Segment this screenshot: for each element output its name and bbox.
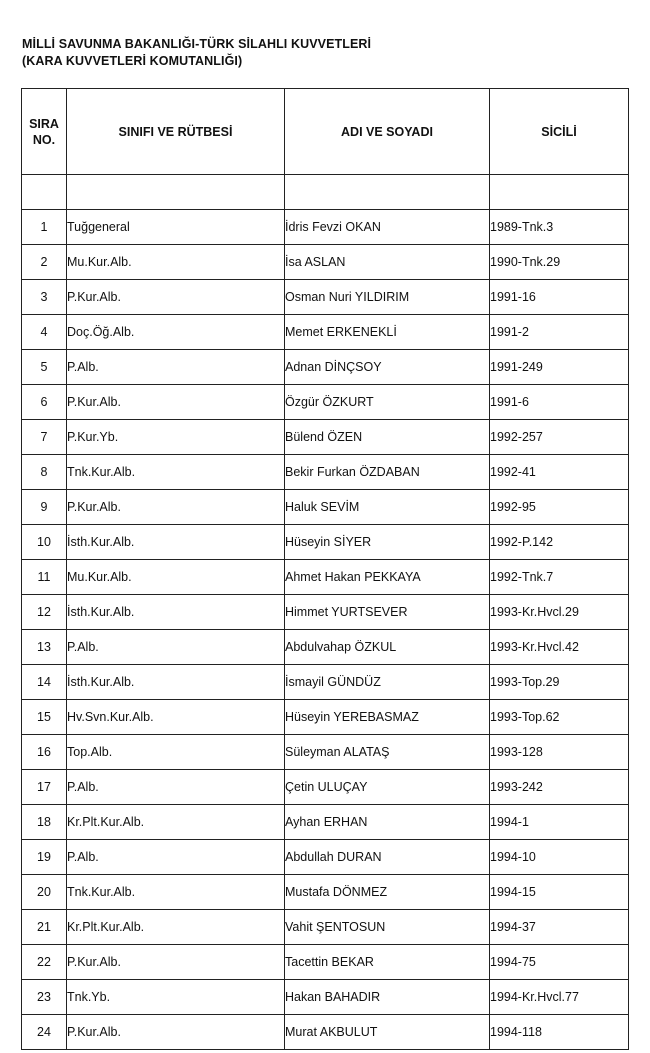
table-row (22, 735, 629, 770)
table-row (22, 980, 629, 1015)
cell-name: Hakan BAHADIR (285, 980, 490, 1015)
cell-rank: P.Alb. (67, 770, 285, 805)
gap-cell (67, 175, 285, 210)
cell-registry: 1994-10 (490, 840, 629, 875)
cell-rank: P.Alb. (67, 840, 285, 875)
cell-registry: 1991-6 (490, 385, 629, 420)
cell-registry: 1992-Tnk.7 (490, 560, 629, 595)
table-row (22, 350, 629, 385)
column-header-no-line2: NO. (32, 132, 56, 147)
cell-registry: 1994-Kr.Hvcl.77 (490, 980, 629, 1015)
cell-name: Haluk SEVİM (285, 490, 490, 525)
cell-sira-no: 21 (22, 910, 67, 945)
cell-registry: 1991-2 (490, 315, 629, 350)
cell-registry: 1992-P.142 (490, 525, 629, 560)
cell-sira-no: 19 (22, 840, 67, 875)
cell-registry: 1994-37 (490, 910, 629, 945)
cell-rank: P.Kur.Alb. (67, 385, 285, 420)
cell-sira-no: 23 (22, 980, 67, 1015)
cell-rank: P.Alb. (67, 350, 285, 385)
cell-name: Bülend ÖZEN (285, 420, 490, 455)
gap-cell (490, 175, 629, 210)
cell-name: Özgür ÖZKURT (285, 385, 490, 420)
cell-registry: 1994-15 (490, 875, 629, 910)
cell-rank: İsth.Kur.Alb. (67, 665, 285, 700)
table-row (22, 875, 629, 910)
cell-rank: Mu.Kur.Alb. (67, 560, 285, 595)
cell-name: İdris Fevzi OKAN (285, 210, 490, 245)
cell-sira-no: 6 (22, 385, 67, 420)
table-row (22, 525, 629, 560)
cell-sira-no: 2 (22, 245, 67, 280)
cell-name: Adnan DİNÇSOY (285, 350, 490, 385)
cell-sira-no: 5 (22, 350, 67, 385)
cell-name: Vahit ŞENTOSUN (285, 910, 490, 945)
cell-rank: Tnk.Kur.Alb. (67, 455, 285, 490)
table-row (22, 840, 629, 875)
table-header-row (22, 89, 629, 175)
table-row (22, 210, 629, 245)
document-header (22, 36, 371, 70)
cell-name: Ahmet Hakan PEKKAYA (285, 560, 490, 595)
table-row (22, 560, 629, 595)
cell-sira-no: 11 (22, 560, 67, 595)
cell-rank: Top.Alb. (67, 735, 285, 770)
cell-rank: İsth.Kur.Alb. (67, 595, 285, 630)
cell-rank: P.Kur.Alb. (67, 1015, 285, 1050)
cell-registry: 1992-257 (490, 420, 629, 455)
cell-name: Himmet YURTSEVER (285, 595, 490, 630)
gap-cell (285, 175, 490, 210)
cell-sira-no: 14 (22, 665, 67, 700)
table-row (22, 665, 629, 700)
cell-registry: 1993-128 (490, 735, 629, 770)
table-row (22, 945, 629, 980)
cell-registry: 1993-Top.29 (490, 665, 629, 700)
table-row (22, 490, 629, 525)
table-row (22, 770, 629, 805)
cell-registry: 1990-Tnk.29 (490, 245, 629, 280)
cell-name: Bekir Furkan ÖZDABAN (285, 455, 490, 490)
table-body (22, 175, 629, 1050)
table-row (22, 245, 629, 280)
cell-sira-no: 22 (22, 945, 67, 980)
table-row (22, 385, 629, 420)
cell-registry: 1992-95 (490, 490, 629, 525)
personnel-table (21, 88, 629, 1050)
cell-rank: Kr.Plt.Kur.Alb. (67, 910, 285, 945)
cell-name: Mustafa DÖNMEZ (285, 875, 490, 910)
cell-rank: Tnk.Yb. (67, 980, 285, 1015)
cell-sira-no: 13 (22, 630, 67, 665)
cell-name: Murat AKBULUT (285, 1015, 490, 1050)
table-row (22, 595, 629, 630)
cell-rank: P.Kur.Yb. (67, 420, 285, 455)
cell-registry: 1991-249 (490, 350, 629, 385)
table-row (22, 805, 629, 840)
cell-rank: P.Kur.Alb. (67, 280, 285, 315)
cell-sira-no: 20 (22, 875, 67, 910)
table-row (22, 630, 629, 665)
cell-name: İsa ASLAN (285, 245, 490, 280)
header-gap-row (22, 175, 629, 210)
cell-rank: P.Kur.Alb. (67, 490, 285, 525)
cell-rank: Tnk.Kur.Alb. (67, 875, 285, 910)
table-row (22, 700, 629, 735)
column-header-name: ADI VE SOYADI (285, 89, 490, 175)
cell-sira-no: 7 (22, 420, 67, 455)
cell-name: Süleyman ALATAŞ (285, 735, 490, 770)
column-header-registry: SİCİLİ (490, 89, 629, 175)
cell-rank: Doç.Öğ.Alb. (67, 315, 285, 350)
cell-sira-no: 3 (22, 280, 67, 315)
cell-rank: Tuğgeneral (67, 210, 285, 245)
cell-rank: İsth.Kur.Alb. (67, 525, 285, 560)
cell-name: Ayhan ERHAN (285, 805, 490, 840)
table-row (22, 420, 629, 455)
cell-registry: 1993-Kr.Hvcl.29 (490, 595, 629, 630)
cell-sira-no: 12 (22, 595, 67, 630)
cell-name: Hüseyin SİYER (285, 525, 490, 560)
cell-sira-no: 18 (22, 805, 67, 840)
ministry-title: MİLLİ SAVUNMA BAKANLIĞI-TÜRK SİLAHLI KUVVETLERİ (22, 37, 372, 51)
table-row (22, 1015, 629, 1050)
cell-registry: 1994-1 (490, 805, 629, 840)
cell-registry: 1994-75 (490, 945, 629, 980)
cell-sira-no: 15 (22, 700, 67, 735)
cell-name: Hüseyin YEREBASMAZ (285, 700, 490, 735)
cell-sira-no: 8 (22, 455, 67, 490)
cell-name: Tacettin BEKAR (285, 945, 490, 980)
cell-rank: Mu.Kur.Alb. (67, 245, 285, 280)
column-header-no (22, 89, 67, 175)
cell-name: Osman Nuri YILDIRIM (285, 280, 490, 315)
cell-rank: P.Kur.Alb. (67, 945, 285, 980)
cell-name: Memet ERKENEKLİ (285, 315, 490, 350)
table-row (22, 910, 629, 945)
cell-rank: Hv.Svn.Kur.Alb. (67, 700, 285, 735)
cell-name: Abdulvahap ÖZKUL (285, 630, 490, 665)
cell-registry: 1994-118 (490, 1015, 629, 1050)
cell-name: Çetin ULUÇAY (285, 770, 490, 805)
cell-name: Abdullah DURAN (285, 840, 490, 875)
column-header-no-line1: SIRA (29, 116, 59, 131)
cell-sira-no: 17 (22, 770, 67, 805)
cell-sira-no: 1 (22, 210, 67, 245)
cell-registry: 1993-242 (490, 770, 629, 805)
cell-registry: 1993-Top.62 (490, 700, 629, 735)
cell-sira-no: 10 (22, 525, 67, 560)
table-row (22, 315, 629, 350)
cell-sira-no: 16 (22, 735, 67, 770)
cell-registry: 1989-Tnk.3 (490, 210, 629, 245)
gap-cell (22, 175, 67, 210)
cell-name: İsmayil GÜNDÜZ (285, 665, 490, 700)
table-row (22, 455, 629, 490)
cell-registry: 1991-16 (490, 280, 629, 315)
cell-sira-no: 24 (22, 1015, 67, 1050)
table-row (22, 280, 629, 315)
cell-registry: 1993-Kr.Hvcl.42 (490, 630, 629, 665)
cell-sira-no: 4 (22, 315, 67, 350)
column-header-rank: SINIFI VE RÜTBESİ (67, 89, 285, 175)
cell-sira-no: 9 (22, 490, 67, 525)
cell-rank: P.Alb. (67, 630, 285, 665)
command-subtitle: (KARA KUVVETLERİ KOMUTANLIĞI) (22, 54, 243, 68)
cell-registry: 1992-41 (490, 455, 629, 490)
cell-rank: Kr.Plt.Kur.Alb. (67, 805, 285, 840)
